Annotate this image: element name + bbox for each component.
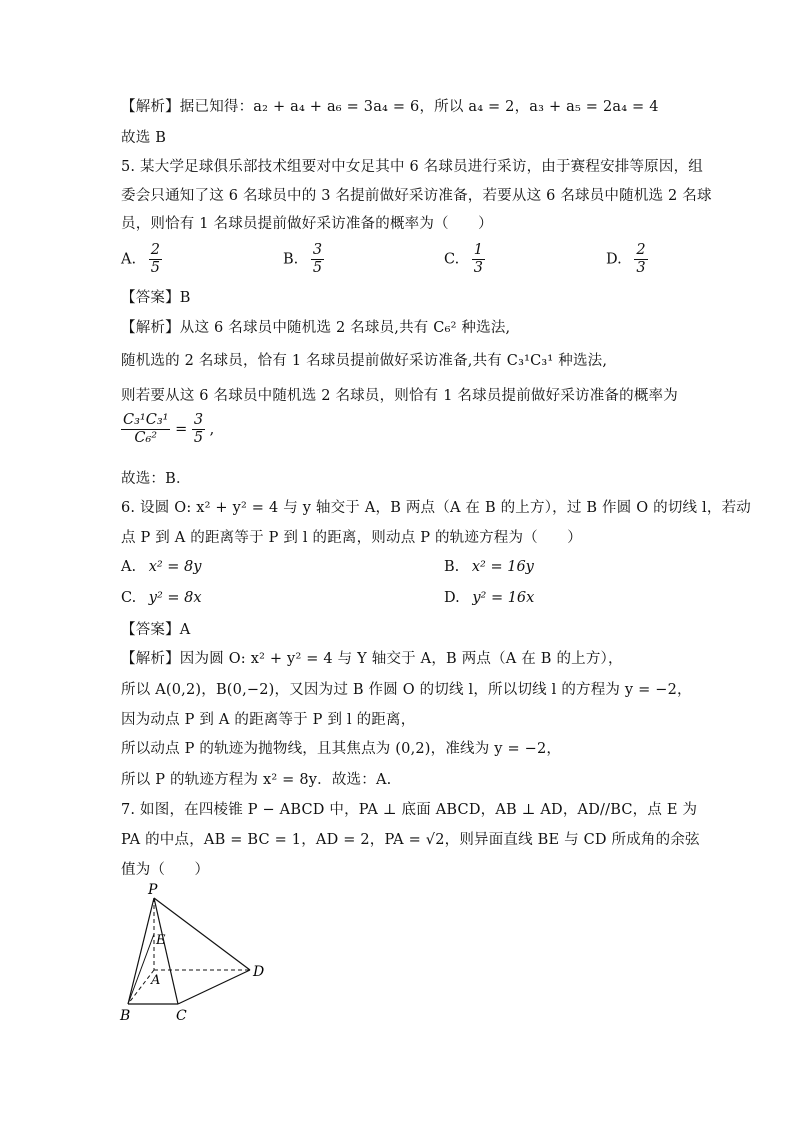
q5-formula-num: C₃¹C₃¹: [123, 412, 169, 428]
q5-stem-line-2: 委会只通知了这 6 名球员中的 3 名提前做好采访准备，若要从这 6 名球员中随机选 2 名球: [121, 188, 712, 204]
q5-formula-tail: ,: [209, 421, 215, 438]
q5-formula-rden: 5: [193, 430, 204, 446]
q5-option-b-letter: B.: [283, 251, 299, 268]
q5-formula-eq: =: [175, 421, 188, 438]
q5-option-c: [444, 242, 485, 277]
q5-option-d-letter: D.: [606, 251, 622, 268]
q7-stem-line-3: 值为（ ）: [121, 862, 210, 878]
q5-option-b-fraction: [311, 242, 324, 277]
label-a: A: [151, 973, 161, 988]
q5-option-b: [283, 242, 324, 277]
label-p: P: [148, 882, 158, 898]
q6-analysis-line-2: 所以 A(0,2)，B(0,−2)，又因为过 B 作圆 O 的切线 l，所以切线 l 的方程为 y = −2，: [121, 682, 692, 698]
q6-stem-line-1: 6. 设圆 O: x² + y² = 4 与 y 轴交于 A，B 两点（A 在 B 的上方），过 B 作圆 O 的切线 l，若动: [121, 500, 751, 516]
q5-option-a-letter: A.: [121, 251, 137, 268]
q5-option-d: [606, 242, 648, 277]
label-e: E: [156, 933, 166, 948]
q5-analysis-line-1: 【解析】从这 6 名球员中随机选 2 名球员,共有 C₆² 种选法,: [121, 320, 511, 336]
q5-option-b-den: 5: [312, 260, 323, 276]
q5-option-c-num: 1: [473, 242, 484, 258]
q5-option-a-fraction: [149, 242, 162, 277]
q5-formula-rnum: 3: [193, 412, 204, 428]
q6-option-b-letter: B.: [444, 559, 460, 575]
q5-option-d-den: 3: [636, 260, 646, 276]
q5-option-c-fraction: [472, 242, 485, 277]
q5-answer: 【答案】B: [121, 290, 191, 306]
q7-stem-line-1: 7. 如图，在四棱锥 P − ABCD 中，PA ⊥ 底面 ABCD，AB ⊥ AD，AD//BC，点 E 为: [121, 802, 698, 818]
q6-stem-line-2: 点 P 到 A 的距离等于 P 到 l 的距离，则动点 P 的轨迹方程为（ ）: [121, 530, 582, 546]
q6-analysis-line-3: 因为动点 P 到 A 的距离等于 P 到 l 的距离，: [121, 712, 416, 728]
q6-option-c-text: y² = 8x: [148, 590, 202, 606]
q5-option-d-fraction: [634, 242, 647, 277]
q6-answer: 【答案】A: [121, 622, 191, 638]
edge-cd: [178, 970, 250, 1004]
q5-formula-fraction-left: [121, 412, 170, 447]
edge-pb: [128, 898, 154, 1004]
q5-option-a: [121, 242, 162, 277]
q5-option-c-letter: C.: [444, 251, 460, 268]
segment-be: [128, 934, 154, 1004]
q4-choose: 故选 B: [121, 130, 167, 146]
q5-analysis-line-2: 随机选的 2 名球员，恰有 1 名球员提前做好采访准备,共有 C₃¹C₃¹ 种选法,: [121, 353, 608, 369]
q5-formula-den: C₆²: [134, 430, 158, 446]
q5-option-a-den: 5: [150, 260, 160, 276]
q6-option-a-letter: A.: [121, 559, 137, 575]
q4-analysis: 【解析】据已知得：a₂ + a₄ + a₆ = 3a₄ = 6，所以 a₄ = 2，a₃ + a₅ = 2a₄ = 4: [121, 99, 659, 115]
q6-analysis-line-1: 【解析】因为圆 O: x² + y² = 4 与 Y 轴交于 A，B 两点（A 在 B 的上方），: [121, 651, 623, 667]
label-b: B: [120, 1008, 131, 1024]
q5-option-a-num: 2: [150, 242, 160, 258]
q6-option-d-letter: D.: [444, 590, 460, 606]
q6-option-d-text: y² = 16x: [472, 590, 535, 606]
label-d: D: [253, 964, 265, 980]
q5-option-c-den: 3: [473, 260, 484, 276]
pyramid-figure: [110, 880, 280, 1025]
q6-option-b-text: x² = 16y: [471, 559, 534, 575]
q5-stem-line-3: 员，则恰有 1 名球员提前做好采访准备的概率为（ ）: [121, 216, 493, 232]
q6-option-b: [444, 559, 534, 575]
q5-analysis-line-3: 则若要从这 6 名球员中随机选 2 名球员，则恰有 1 名球员提前做好采访准备的概率为: [121, 388, 678, 404]
q6-analysis-line-4: 所以动点 P 的轨迹为抛物线，且其焦点为 (0,2)，准线为 y = −2，: [121, 741, 562, 757]
q6-option-d: [444, 590, 534, 606]
q5-choose: 故选：B．: [121, 471, 191, 487]
q5-option-d-num: 2: [636, 242, 646, 258]
q6-option-a-text: x² = 8y: [148, 559, 202, 575]
q5-formula: [121, 412, 214, 447]
q7-stem-line-2: PA 的中点，AB = BC = 1，AD = 2，PA = √2，则异面直线 BE 与 CD 所成角的余弦: [121, 832, 700, 848]
q6-option-c-letter: C.: [121, 590, 137, 606]
q5-option-b-num: 3: [312, 242, 323, 258]
q6-option-c: [121, 590, 202, 606]
label-c: C: [176, 1008, 187, 1024]
q6-option-a: [121, 559, 201, 575]
q6-analysis-line-5: 所以 P 的轨迹方程为 x² = 8y．故选：A.: [121, 772, 392, 788]
q5-stem-line-1: 5. 某大学足球俱乐部技术组要对中女足其中 6 名球员进行采访，由于赛程安排等原因，组: [121, 159, 703, 175]
q5-formula-fraction-right: [192, 412, 205, 447]
